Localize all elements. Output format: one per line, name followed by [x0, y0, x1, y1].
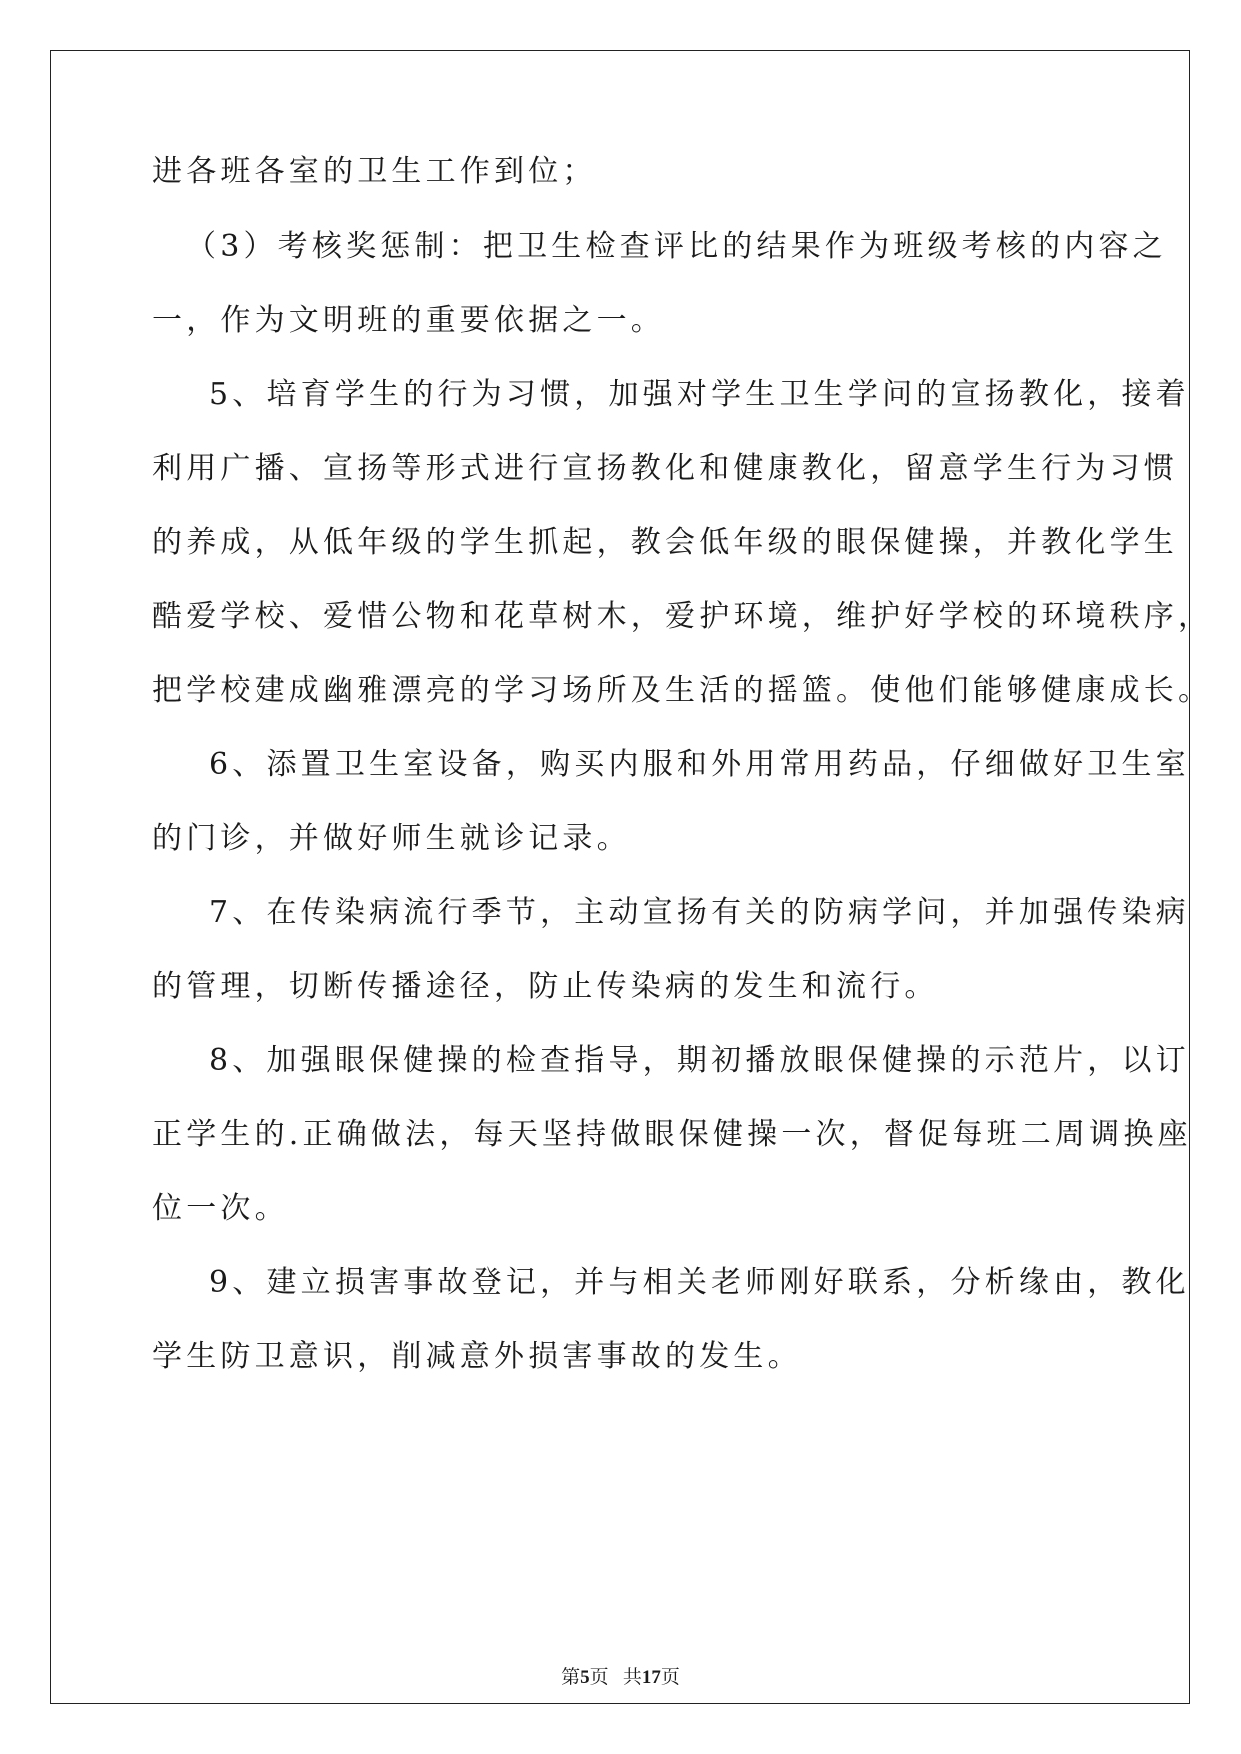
- text-line: 正学生的.正确做法，每天坚持做眼保健操一次，督促每班二周调换座: [152, 1117, 1192, 1152]
- page-border: [50, 50, 1190, 1704]
- text-line: （3）考核奖惩制：把卫生检查评比的结果作为班级考核的内容之: [186, 229, 1167, 264]
- text-line: 一，作为文明班的重要依据之一。: [152, 303, 665, 338]
- total-pages: 17: [641, 1667, 661, 1688]
- footer-middle: 页 共: [589, 1667, 642, 1688]
- text-line: 进各班各室的卫生工作到位；: [152, 154, 597, 189]
- text-line: 7、在传染病流行季节，主动宣扬有关的防病学问，并加强传染病: [209, 895, 1190, 930]
- text-line: 的养成，从低年级的学生抓起，教会低年级的眼保健操，并教化学生: [152, 525, 1178, 560]
- footer-prefix: 第: [561, 1667, 581, 1688]
- text-line: 位一次。: [152, 1191, 289, 1226]
- page-footer: [0, 1666, 1241, 1690]
- text-line: 5、培育学生的行为习惯，加强对学生卫生学问的宣扬教化，接着: [209, 377, 1190, 412]
- text-line: 利用广播、宣扬等形式进行宣扬教化和健康教化，留意学生行为习惯: [152, 451, 1178, 486]
- text-line: 把学校建成幽雅漂亮的学习场所及生活的摇篮。使他们能够健康成长。: [152, 673, 1213, 708]
- text-line: 9、建立损害事故登记，并与相关老师刚好联系，分析缘由，教化: [209, 1265, 1190, 1300]
- text-line: 8、加强眼保健操的检查指导，期初播放眼保健操的示范片，以订: [209, 1043, 1190, 1078]
- text-line: 学生防卫意识，削减意外损害事故的发生。: [152, 1339, 802, 1374]
- text-line: 酷爱学校、爱惜公物和花草树木，爱护环境，维护好学校的环境秩序，: [152, 599, 1213, 634]
- text-line: 的门诊，并做好师生就诊记录。: [152, 821, 631, 856]
- footer-suffix: 页: [660, 1667, 680, 1688]
- page-number: 5: [580, 1667, 590, 1688]
- text-line: 的管理，切断传播途径，防止传染病的发生和流行。: [152, 969, 939, 1004]
- text-line: 6、添置卫生室设备，购买内服和外用常用药品，仔细做好卫生室: [209, 747, 1190, 782]
